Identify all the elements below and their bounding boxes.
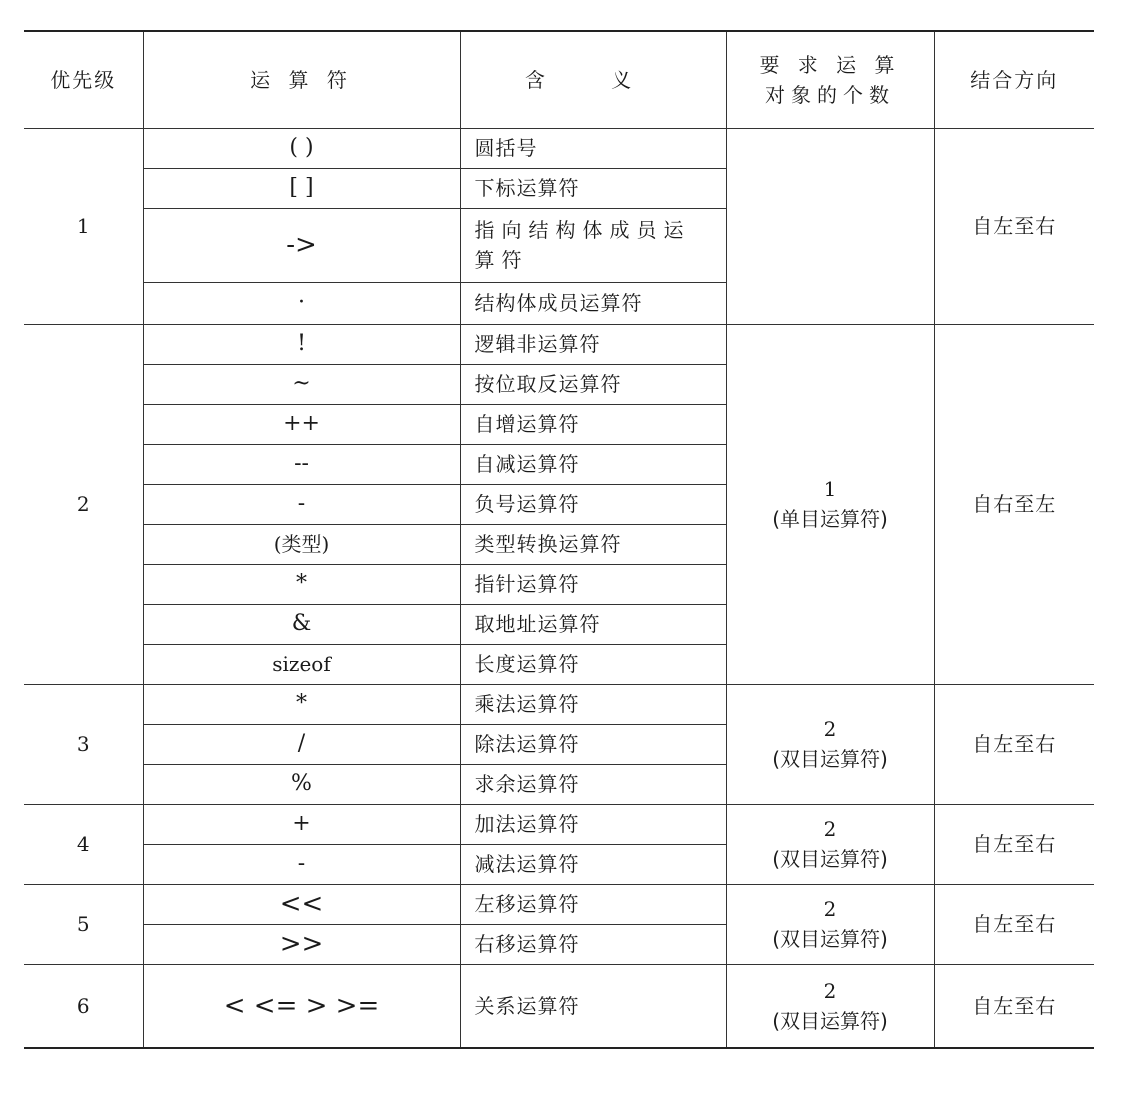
priority-level-cell: 5 [24, 884, 143, 964]
operator-cell: >> [143, 924, 460, 964]
operator-cell: * [143, 684, 460, 724]
operator-cell: + [143, 804, 460, 844]
operand-count-number: 1 [823, 477, 837, 501]
operator-cell: << [143, 884, 460, 924]
meaning-cell: 长度运算符 [460, 644, 726, 684]
operator-cell: [ ] [143, 168, 460, 208]
header-meaning: 含 义 [460, 31, 726, 128]
table-row [24, 964, 1094, 1048]
operand-count-cell [726, 684, 934, 804]
associativity-cell: 自左至右 [934, 884, 1094, 964]
meaning-cell: 减法运算符 [460, 844, 726, 884]
operator-cell: sizeof [143, 644, 460, 684]
operator-cell: (类型) [143, 524, 460, 564]
operand-count-number: 2 [823, 978, 837, 1003]
table-body [24, 128, 1094, 1048]
operator-cell: - [143, 484, 460, 524]
meaning-cell: 除法运算符 [460, 724, 726, 764]
associativity-cell: 自左至右 [934, 128, 1094, 324]
operand-count-label: (双目运算符) [772, 1008, 888, 1033]
priority-level-cell: 4 [24, 804, 143, 884]
operator-cell: ! [143, 324, 460, 364]
operator-cell: ( ) [143, 128, 460, 168]
operator-cell: · [143, 282, 460, 324]
meaning-cell: 求余运算符 [460, 764, 726, 804]
meaning-cell: 逻辑非运算符 [460, 324, 726, 364]
meaning-cell: 负号运算符 [460, 484, 726, 524]
operator-cell: - [143, 844, 460, 884]
header-operand-count [726, 31, 934, 128]
meaning-cell: 指针运算符 [460, 564, 726, 604]
meaning-cell: 左移运算符 [460, 884, 726, 924]
table-row [24, 324, 1094, 364]
meaning-cell: 按位取反运算符 [460, 364, 726, 404]
operand-count-cell [726, 964, 934, 1048]
meaning-cell: 圆括号 [460, 128, 726, 168]
operand-count-cell [726, 804, 934, 884]
operator-precedence-table [24, 30, 1094, 1049]
operator-cell: ~ [143, 364, 460, 404]
operand-count-cell [726, 324, 934, 684]
meaning-cell: 类型转换运算符 [460, 524, 726, 564]
header-direction: 结合方向 [934, 31, 1094, 128]
meaning-cell: 取地址运算符 [460, 604, 726, 644]
table-row [24, 128, 1094, 168]
header-operand-count-line1: 要 求 运 算 [759, 52, 901, 77]
operator-cell: < <= > >= [143, 964, 460, 1048]
meaning-cell: 自减运算符 [460, 444, 726, 484]
table-header [24, 31, 1094, 128]
meaning-cell: 自增运算符 [460, 404, 726, 444]
meaning-cell: 指向结构体成员运算符 [460, 208, 726, 282]
meaning-cell: 结构体成员运算符 [460, 282, 726, 324]
operator-cell: / [143, 724, 460, 764]
operator-cell: % [143, 764, 460, 804]
operand-count-cell [726, 128, 934, 324]
operator-cell: & [143, 604, 460, 644]
operand-count-label: (单目运算符) [772, 507, 888, 531]
associativity-cell: 自左至右 [934, 804, 1094, 884]
operator-cell: ++ [143, 404, 460, 444]
meaning-cell: 乘法运算符 [460, 684, 726, 724]
associativity-cell: 自右至左 [934, 324, 1094, 684]
table-row [24, 884, 1094, 924]
operand-count-label: (双目运算符) [772, 927, 888, 951]
meaning-cell: 关系运算符 [460, 964, 726, 1048]
operator-precedence-table-wrapper [24, 30, 1094, 1049]
table-row [24, 804, 1094, 844]
operand-count-number: 2 [823, 717, 837, 741]
operand-count-number: 2 [823, 897, 837, 921]
meaning-cell: 下标运算符 [460, 168, 726, 208]
table-row [24, 684, 1094, 724]
meaning-cell: 右移运算符 [460, 924, 726, 964]
operand-count-label: (双目运算符) [772, 747, 888, 771]
operand-count-label: (双目运算符) [772, 847, 888, 871]
priority-level-cell: 1 [24, 128, 143, 324]
priority-level-cell: 6 [24, 964, 143, 1048]
priority-level-cell: 3 [24, 684, 143, 804]
priority-level-cell: 2 [24, 324, 143, 684]
operand-count-cell [726, 884, 934, 964]
header-operand-count-line2: 对象的个数 [765, 82, 895, 107]
header-row [24, 31, 1094, 128]
meaning-cell: 加法运算符 [460, 804, 726, 844]
header-operator: 运 算 符 [143, 31, 460, 128]
operator-cell: * [143, 564, 460, 604]
operator-cell: -- [143, 444, 460, 484]
associativity-cell: 自左至右 [934, 964, 1094, 1048]
header-priority: 优先级 [24, 31, 143, 128]
operator-cell: -> [143, 208, 460, 282]
operand-count-number: 2 [823, 817, 837, 841]
associativity-cell: 自左至右 [934, 684, 1094, 804]
